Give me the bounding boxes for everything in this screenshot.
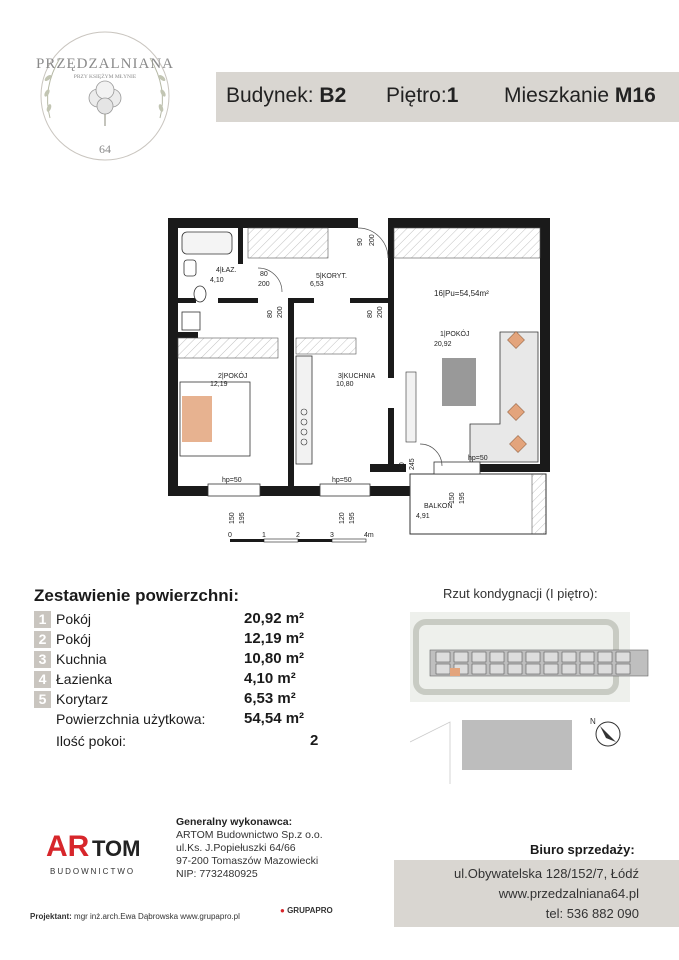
- room-1-label: 1|POKÓJ: [440, 331, 470, 338]
- contractor-line: NIP: 7732480925: [176, 868, 258, 880]
- window-dim: 150: [449, 492, 456, 504]
- room-1-area: 20,92: [434, 341, 452, 348]
- svg-text:0: 0: [228, 532, 232, 539]
- summary-row: 3 Kuchnia 10,80 m²: [34, 650, 334, 671]
- logo-subtitle: PRZY KSIĘŻYM MŁYNIE: [73, 74, 137, 80]
- logo-name: PRZĘDZALNIANA: [36, 56, 174, 72]
- sales-website[interactable]: www.przedzalniana64.pl: [498, 886, 639, 901]
- window-dim: 195: [349, 512, 356, 524]
- room-5-label: 5|KORYT.: [316, 273, 347, 280]
- room-2-area: 12,19: [210, 381, 228, 388]
- building-label: Budynek: B2: [226, 84, 347, 107]
- svg-text:3: 3: [330, 532, 334, 539]
- apartment-value: M16: [614, 84, 656, 107]
- svg-text:4m: 4m: [364, 532, 374, 539]
- keyplan-title: Rzut kondygnacji (I piętro):: [443, 586, 598, 601]
- grupapro-logo: ● GRUPAPRO: [280, 906, 333, 915]
- apartment-label: Mieszkanie M16: [504, 84, 656, 107]
- door-dim: 200: [277, 306, 284, 318]
- contractor-heading: Generalny wykonawca:: [176, 816, 293, 828]
- summary-row: 4 Łazienka 4,10 m²: [34, 670, 334, 691]
- window-dim: 195: [239, 512, 246, 524]
- window-hp: hp=50: [468, 455, 488, 462]
- door-dim: 200: [258, 281, 270, 288]
- room-3-area: 10,80: [336, 381, 354, 388]
- door-dim: 200: [369, 234, 376, 246]
- room-2-label: 2|POKÓJ: [218, 373, 248, 380]
- window-hp: hp=50: [332, 477, 352, 484]
- contractor-line: 97-200 Tomaszów Mazowiecki: [176, 855, 319, 867]
- contractor-line: ul.Ks. J.Popiełuszki 64/66: [176, 842, 296, 854]
- sales-heading: Biuro sprzedaży:: [530, 842, 635, 857]
- svg-text:2: 2: [296, 532, 300, 539]
- svg-text:TOM: TOM: [92, 836, 141, 861]
- scale-bar: [228, 532, 374, 542]
- summary-row: 1 Pokój 20,92 m²: [34, 610, 334, 631]
- room-count-row: Ilość pokoi: 2: [56, 732, 319, 749]
- cotton-flower-icon: [89, 81, 121, 126]
- floor-value: 1: [446, 84, 459, 107]
- window-dim: 150: [229, 512, 236, 524]
- keyplan-map: [410, 612, 672, 784]
- window-dim: 195: [459, 492, 466, 504]
- usable-area-row: Powierzchnia użytkowa: 54,54 m²: [56, 710, 305, 727]
- floor-label: Piętro:1: [386, 84, 459, 107]
- contractor-line: ARTOM Budownictwo Sp.z o.o.: [176, 829, 323, 841]
- balcony-label: BALKON: [424, 503, 453, 510]
- door-dim: 80: [367, 310, 374, 318]
- summary-title: Zestawienie powierzchni:: [34, 586, 239, 605]
- door-dim: 80: [267, 310, 274, 318]
- summary-row: 2 Pokój 12,19 m²: [34, 630, 334, 651]
- door-dim: 245: [409, 458, 416, 470]
- przedzalniana-logo: [20, 18, 190, 168]
- room-4-label: 4|ŁAZ.: [216, 267, 237, 274]
- logo-number: 64: [99, 142, 111, 156]
- door-dim: 80: [260, 271, 268, 278]
- window-dim: 120: [339, 512, 346, 524]
- svg-text:BUDOWNICTWO: BUDOWNICTWO: [50, 867, 136, 876]
- svg-text:AR: AR: [46, 830, 90, 863]
- door-dim: 90: [357, 238, 364, 246]
- north-arrow-icon: [590, 717, 620, 746]
- balcony-area: 4,91: [416, 513, 430, 520]
- contractor-info: [176, 816, 323, 881]
- window-hp: hp=50: [222, 477, 242, 484]
- room-5-area: 6,53: [310, 281, 324, 288]
- sales-phone[interactable]: tel: 536 882 090: [545, 906, 639, 921]
- building-value: B2: [319, 84, 347, 107]
- header-bar: [216, 72, 679, 122]
- sales-address: ul.Obywatelska 128/152/7, Łódź: [453, 866, 639, 881]
- room-4-area: 4,10: [210, 277, 224, 284]
- svg-text:1: 1: [262, 532, 266, 539]
- summary-row: 5 Korytarz 6,53 m²: [34, 690, 334, 711]
- total-area-label: 16|Pu=54,54m²: [434, 289, 489, 298]
- room-3-label: 3|KUCHNIA: [338, 373, 376, 380]
- artom-logo: [44, 822, 154, 880]
- svg-text:N: N: [590, 717, 596, 726]
- designer-credit: Projektant: mgr inż.arch.Ewa Dąbrowska www.grupapro.pl: [30, 912, 240, 921]
- floor-plan: [160, 212, 560, 548]
- door-dim: 200: [377, 306, 384, 318]
- door-dim: 90: [399, 462, 406, 470]
